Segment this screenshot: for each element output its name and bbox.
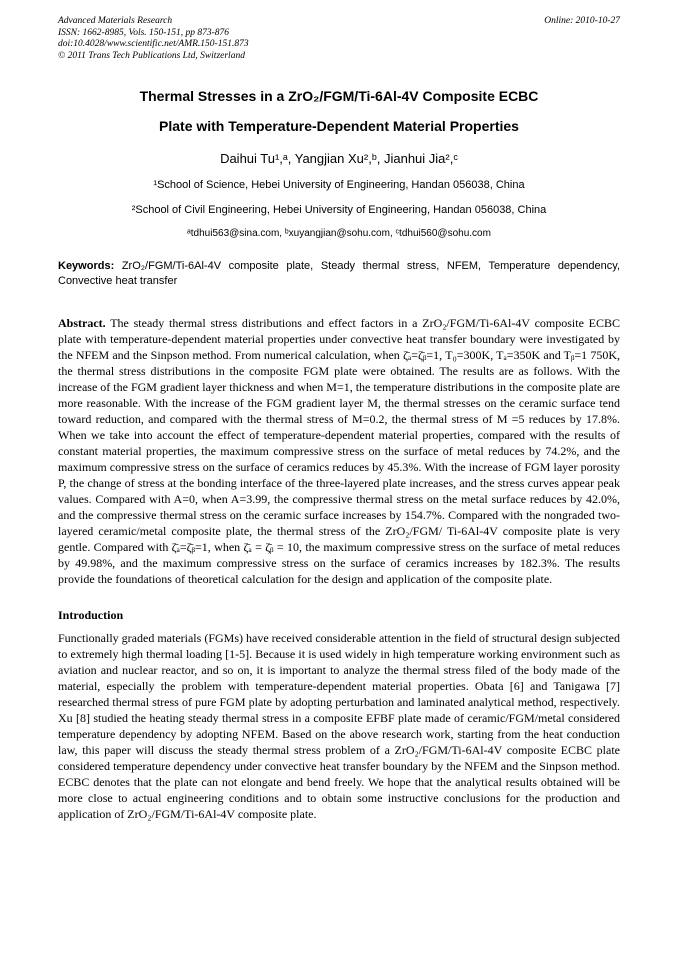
author-emails: ᵃtdhui563@sina.com, ᵇxuyangjian@sohu.com, ᶜtdhui560@sohu.com (187, 228, 491, 239)
keywords-block (58, 259, 620, 289)
affiliation-1: ¹School of Science, Hebei University of Engineering, Handan 056038, China (153, 179, 525, 191)
paper-title-line-2: Plate with Temperature-Dependent Material Properties (159, 118, 519, 134)
section-heading-introduction: Introduction (58, 608, 124, 622)
keywords-text: ZrO₂/FGM/Ti-6Al-4V composite plate, Steady thermal stress, NFEM, Temperature dependency, Convective heat transfer (58, 260, 620, 287)
author-list: Daihui Tu¹,ᵃ, Yangjian Xu²,ᵇ, Jianhui Jia²,ᶜ (220, 151, 458, 166)
journal-name: Advanced Materials Research (58, 16, 173, 26)
issn-line: ISSN: 1662-8985, Vols. 150-151, pp 873-876 (58, 27, 229, 38)
abstract-label: Abstract. (58, 316, 106, 330)
doi-line: doi:10.4028/www.scientific.net/AMR.150-151.873 (58, 39, 249, 49)
abstract-text: The steady thermal stress distributions and effect factors in a ZrO₂/FGM/Ti-6Al-4V composite ECBC plate with temperature-dependent material properties under convective heat transfer boundary were investigated by the NFEM and the Sinpson method. From numerical calculation, when ζ̄ₐ=ζ̄ᵦ=1, T₀=300K, Tₐ=350K and Tᵦ=1 750K, the thermal stress distributions in the composite FGM plate were obtained. The results are as follows. With the increase of the FGM gradient layer thickness and when M=1, the temperature distributions in the composite plate are more reasonable. With the increase of the FGM gradient layer M, the thermal stresses on the ceramic surface tend toward reduction, and compared with the thermal stress of M=0.2, the thermal stress of M =5 reduces by 17.8%. When we take into account the effect of temperature-dependent material properties, compared with the results of constant material properties, the maximum compressive stress on the surface of metal reduces by 74.2%, and the maximum compressive stress on the surface of ceramics reduces by 45.3%. With the increase of FGM layer porosity P, the change of stress at the bonding interface of the three-layered plate increases, and the stress curves appear peak values. Compared with A=0, when A=3.99, the compressive thermal stress on the metal surface reduces by 42.0%, and the compressive thermal stress on the ceramic surface increases by 154.7%. Compared with the nongraded two-layered ceramic/metal composite plate, the thermal stress of the ZrO₂/FGM/ Ti-6Al-4V composite plate is very gentle. Compared with ζ̄ₐ=ζ̄ᵦ=1, when ζ̄ₐ = ζ̄ᵦ = 10, the maximum compressive stress on the surface of metal reduces by 49.98%, and the maximum compressive stress on the surface of ceramics increases by 182.3%. The results provide the foundations of theoretical calculation for the design and application of the composite plate. (58, 316, 620, 586)
paper-title (58, 86, 620, 136)
affiliation-2: ²School of Civil Engineering, Hebei University of Engineering, Handan 056038, China (131, 204, 547, 216)
introduction-text: Functionally graded materials (FGMs) have received considerable attention in the field of structural design subjected to extremely high thermal loading [1-5]. Because it is used widely in high temperature working environment such as aviation and nuclear reactor, and so on, it is important to analyze the thermal stress filed of the body made of the material, especially the problem with temperature-dependent material properties. Obata [6] and Tanigawa [7] researched thermal stress of pure FGM plate by adopting perturbation and laminated analytical method, respectively. Xu [8] studied the heating steady thermal stress in a composite EFBF plate made of ceramic/FGM/metal considered temperature dependency by adopting NFEM. Based on the above research work, starting from the heat conduction law, this paper will discuss the steady thermal stress problem of a ZrO₂/FGM/Ti-6Al-4V composite ECBC plate considered temperature dependency under convective heat transfer boundary by the NFEM and the Sinpson method. ECBC denotes that the plate can not elongate and bend freely. We hope that the analytical results obtained will be more close to actual engineering conditions and to obtain some instructive conclusions for the production and application of ZrO₂/FGM/Ti-6Al-4V composite plate. (58, 631, 620, 821)
journal-header-left (58, 16, 249, 62)
abstract-block (58, 315, 620, 587)
keywords-label: Keywords: (58, 260, 115, 272)
copyright-line: © 2011 Trans Tech Publications Ltd, Switzerland (58, 50, 245, 61)
journal-header (58, 16, 620, 62)
paper-title-line-1: Thermal Stresses in a ZrO₂/FGM/Ti-6Al-4V Composite ECBC (139, 88, 539, 104)
online-date: Online: 2010-10-27 (544, 16, 620, 26)
